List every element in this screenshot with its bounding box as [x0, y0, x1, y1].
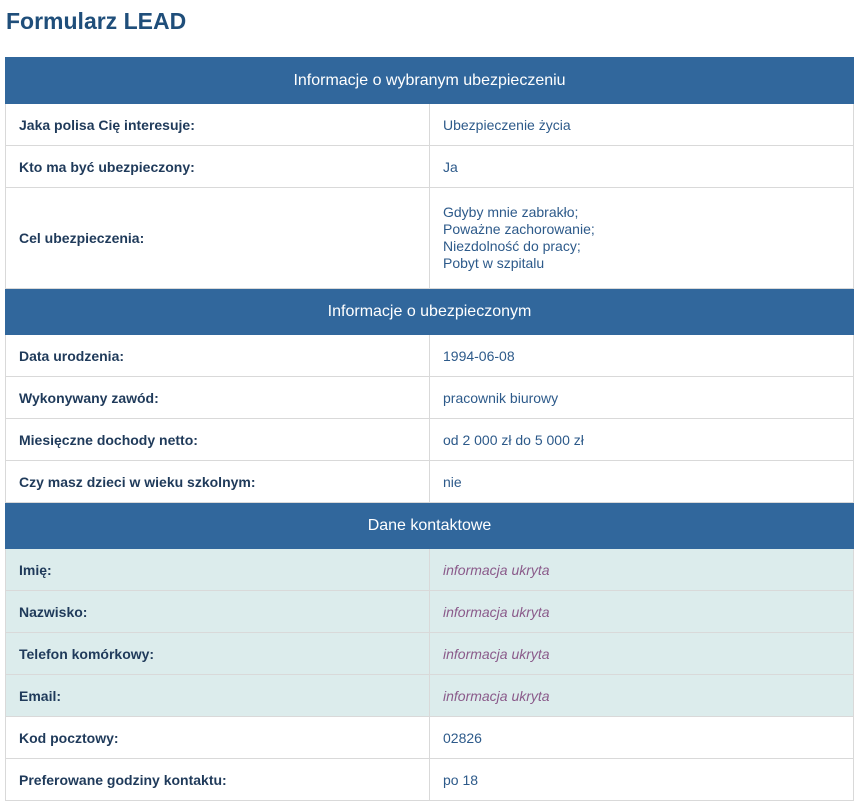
purpose-item: Niezdolność do pracy; [443, 238, 581, 254]
section-header-insured [6, 289, 854, 335]
row-value: nie [430, 461, 854, 503]
table-row-email [6, 675, 854, 717]
row-value-list [430, 188, 854, 289]
row-value: 02826 [430, 717, 854, 759]
purpose-item: Poważne zachorowanie; [443, 221, 595, 237]
section-header-contact [6, 503, 854, 549]
purpose-item: Pobyt w szpitalu [443, 255, 545, 271]
table-row-first-name [6, 549, 854, 591]
table-row-phone [6, 633, 854, 675]
section-header-title: Informacje o wybranym ubezpieczeniu [6, 58, 854, 104]
section-header-title: Dane kontaktowe [6, 503, 854, 549]
table-row-policy [6, 104, 854, 146]
row-value-hidden: informacja ukryta [430, 633, 854, 675]
row-label: Nazwisko: [6, 591, 430, 633]
row-label: Kto ma być ubezpieczony: [6, 146, 430, 188]
row-value: od 2 000 zł do 5 000 zł [430, 419, 854, 461]
row-label: Kod pocztowy: [6, 717, 430, 759]
table-row-birth-date [6, 335, 854, 377]
table-row-occupation [6, 377, 854, 419]
row-value: pracownik biurowy [430, 377, 854, 419]
table-row-last-name [6, 591, 854, 633]
table-row-income [6, 419, 854, 461]
table-row-postal-code [6, 717, 854, 759]
section-header-insurance [6, 58, 854, 104]
row-label: Czy masz dzieci w wieku szkolnym: [6, 461, 430, 503]
row-label: Email: [6, 675, 430, 717]
table-row-insured-person [6, 146, 854, 188]
row-value-hidden: informacja ukryta [430, 675, 854, 717]
row-value: po 18 [430, 759, 854, 801]
row-label: Wykonywany zawód: [6, 377, 430, 419]
section-header-title: Informacje o ubezpieczonym [6, 289, 854, 335]
table-row-purpose [6, 188, 854, 289]
row-label: Data urodzenia: [6, 335, 430, 377]
purpose-item: Gdyby mnie zabrakło; [443, 204, 579, 220]
row-label: Imię: [6, 549, 430, 591]
row-label: Telefon komórkowy: [6, 633, 430, 675]
table-row-contact-hours [6, 759, 854, 801]
row-value: 1994-06-08 [430, 335, 854, 377]
lead-form-table [5, 57, 854, 801]
row-label: Miesięczne dochody netto: [6, 419, 430, 461]
row-value-hidden: informacja ukryta [430, 549, 854, 591]
row-label: Preferowane godziny kontaktu: [6, 759, 430, 801]
row-label: Cel ubezpieczenia: [6, 188, 430, 289]
row-value-hidden: informacja ukryta [430, 591, 854, 633]
row-value: Ubezpieczenie życia [430, 104, 854, 146]
row-label: Jaka polisa Cię interesuje: [6, 104, 430, 146]
page-title: Formularz LEAD [6, 8, 187, 34]
table-row-children [6, 461, 854, 503]
row-value: Ja [430, 146, 854, 188]
